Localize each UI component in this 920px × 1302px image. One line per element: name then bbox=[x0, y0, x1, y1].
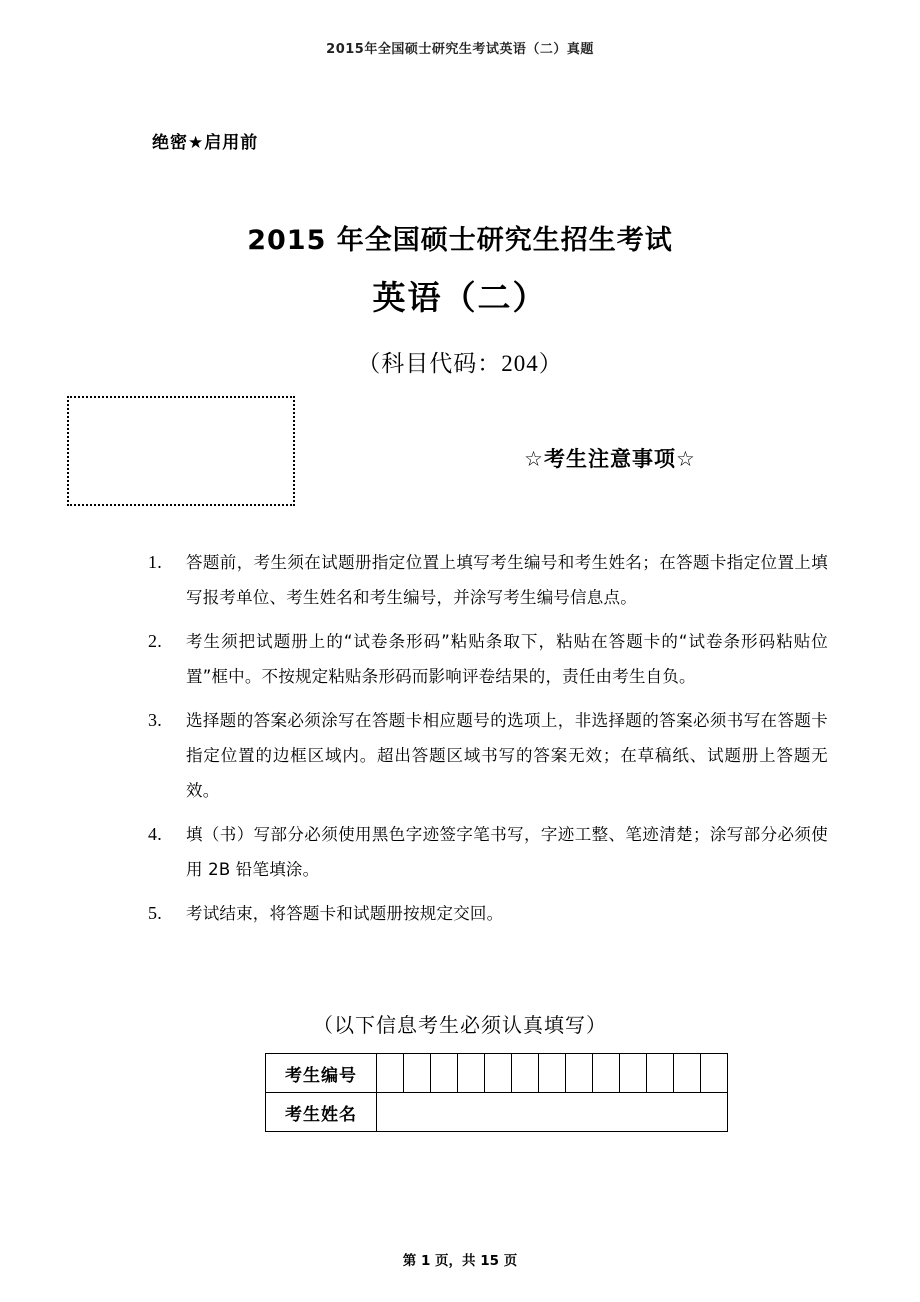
candidate-number-cell[interactable] bbox=[674, 1054, 701, 1093]
table-row bbox=[266, 1054, 728, 1093]
candidate-number-cell[interactable] bbox=[431, 1054, 458, 1093]
list-item-text: 考生须把试题册上的“试卷条形码”粘贴条取下，粘贴在答题卡的“试卷条形码粘贴位置”框中。不按规定粘贴条形码而影响评卷结果的，责任由考生自负。 bbox=[186, 632, 828, 686]
row-label-candidate-number: 考生编号 bbox=[266, 1054, 377, 1093]
list-item-number: 5. bbox=[148, 903, 162, 923]
subject-code: （科目代码：204） bbox=[357, 351, 563, 376]
notice-heading: ☆考生注意事项☆ bbox=[524, 447, 696, 471]
candidate-number-cell[interactable] bbox=[620, 1054, 647, 1093]
candidate-number-cell[interactable] bbox=[593, 1054, 620, 1093]
list-item bbox=[148, 703, 828, 808]
candidate-info-table bbox=[265, 1053, 728, 1132]
notice-list bbox=[148, 545, 828, 940]
candidate-number-cell[interactable] bbox=[485, 1054, 512, 1093]
candidate-number-cell[interactable] bbox=[539, 1054, 566, 1093]
candidate-number-cell[interactable] bbox=[377, 1054, 404, 1093]
page-title: 2015 年全国硕士研究生招生考试 bbox=[247, 225, 673, 256]
list-item-number: 2. bbox=[148, 631, 162, 651]
list-item-number: 4. bbox=[148, 824, 162, 844]
candidate-number-cell[interactable] bbox=[512, 1054, 539, 1093]
candidate-name-field[interactable] bbox=[377, 1093, 728, 1132]
list-item-text: 填（书）写部分必须使用黑色字迹签字笔书写，字迹工整、笔迹清楚；涂写部分必须使用 2B 铅笔填涂。 bbox=[186, 825, 828, 879]
list-item bbox=[148, 545, 828, 615]
list-item-text: 考试结束，将答题卡和试题册按规定交回。 bbox=[186, 904, 504, 923]
list-item bbox=[148, 896, 828, 931]
list-item bbox=[148, 624, 828, 694]
candidate-number-cell[interactable] bbox=[647, 1054, 674, 1093]
running-header: 2015年全国硕士研究生考试英语（二）真题 bbox=[326, 42, 594, 57]
subject-title: 英语（二） bbox=[372, 278, 548, 317]
list-item bbox=[148, 817, 828, 887]
candidate-number-cell[interactable] bbox=[701, 1054, 728, 1093]
secret-label: 绝密★启用前 bbox=[152, 133, 259, 153]
candidate-number-cell[interactable] bbox=[458, 1054, 485, 1093]
list-item-number: 1. bbox=[148, 552, 162, 572]
row-label-candidate-name: 考生姓名 bbox=[266, 1093, 377, 1132]
list-item-number: 3. bbox=[148, 710, 162, 730]
list-item-text: 答题前，考生须在试题册指定位置上填写考生编号和考生姓名；在答题卡指定位置上填写报考单位、考生姓名和考生编号，并涂写考生编号信息点。 bbox=[186, 553, 828, 607]
list-item-text: 选择题的答案必须涂写在答题卡相应题号的选项上，非选择题的答案必须书写在答题卡指定位置的边框区域内。超出答题区域书写的答案无效；在草稿纸、试题册上答题无效。 bbox=[186, 711, 828, 800]
page-footer: 第 1 页，共 15 页 bbox=[402, 1253, 518, 1269]
table-row bbox=[266, 1093, 728, 1132]
info-table-caption: （以下信息考生必须认真填写） bbox=[313, 1015, 607, 1037]
candidate-number-cell[interactable] bbox=[404, 1054, 431, 1093]
barcode-placeholder-box bbox=[67, 396, 295, 506]
candidate-number-cell[interactable] bbox=[566, 1054, 593, 1093]
